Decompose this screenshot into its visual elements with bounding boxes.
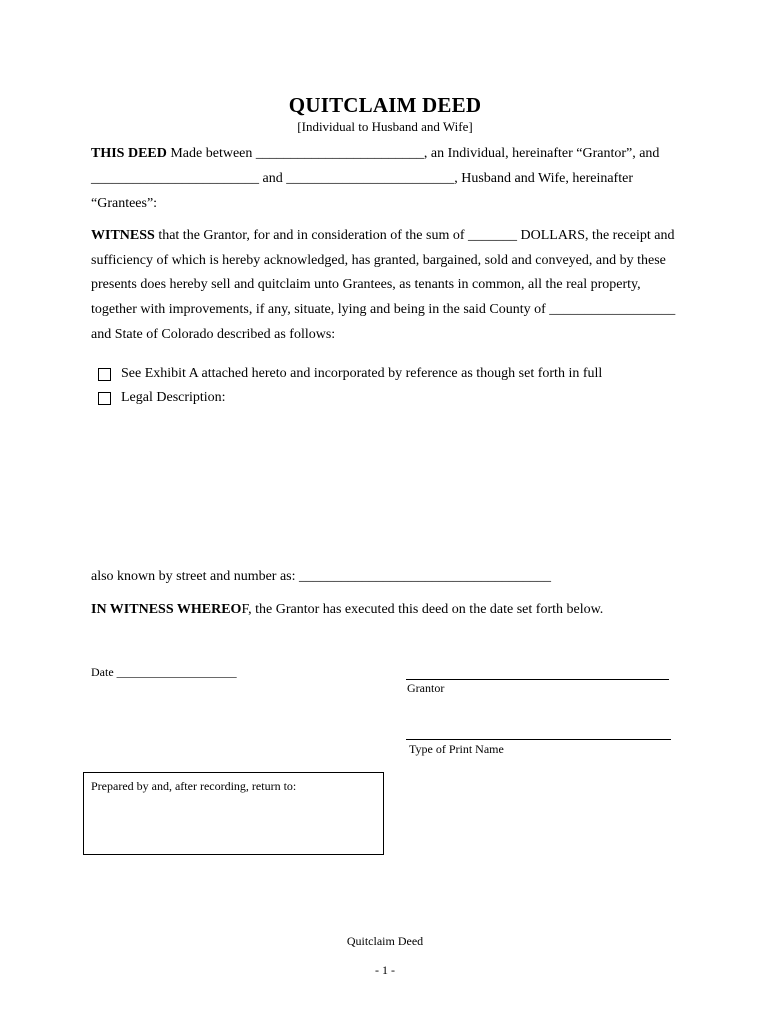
witness-line-1 bbox=[91, 228, 674, 244]
in-witness-text: F, the Grantor has executed this deed on the date set forth below. bbox=[241, 602, 604, 617]
grantor-signature-line bbox=[406, 679, 669, 680]
footer-document-name: Quitclaim Deed bbox=[346, 934, 424, 948]
legal-description-checkbox[interactable] bbox=[98, 392, 111, 405]
street-address-line: also known by street and number as: ____________________________________ bbox=[91, 569, 552, 584]
print-name-line bbox=[406, 739, 671, 740]
prepared-by-box bbox=[83, 772, 384, 855]
deed-line-3: “Grantees”: bbox=[91, 196, 158, 211]
prepared-by-label: Prepared by and, after recording, return to: bbox=[91, 779, 297, 793]
document-title: QUITCLAIM DEED bbox=[288, 93, 482, 117]
document-subtitle: [Individual to Husband and Wife] bbox=[297, 119, 473, 134]
grantor-label: Grantor bbox=[407, 681, 445, 695]
legal-description-label: Legal Description: bbox=[121, 390, 226, 405]
witness-line-5: and State of Colorado described as follows: bbox=[91, 327, 336, 342]
in-witness-lead: IN WITNESS WHEREO bbox=[91, 602, 242, 617]
deed-line-2: ________________________ and ________________________, Husband and Wife, hereinafter bbox=[91, 171, 633, 186]
deed-line-1 bbox=[91, 146, 659, 162]
witness-line-2: sufficiency of which is hereby acknowledged, has granted, bargained, sold and conveyed, and by these bbox=[91, 253, 666, 268]
deed-line-1-text: Made between ________________________, an Individual, hereinafter “Grantor”, and bbox=[166, 146, 660, 161]
date-field-label: Date ____________________ bbox=[91, 665, 237, 679]
witness-line-3: presents does hereby sell and quitclaim unto Grantees, as tenants in common, all the real property, bbox=[91, 277, 641, 292]
witness-line-4: together with improvements, if any, situate, lying and being in the said County of __________________ bbox=[91, 302, 676, 317]
in-witness-line bbox=[91, 602, 603, 618]
exhibit-a-label: See Exhibit A attached hereto and incorporated by reference as though set forth in full bbox=[121, 366, 603, 381]
print-name-label: Type of Print Name bbox=[409, 742, 504, 756]
witness-line-1-text: that the Grantor, for and in consideration of the sum of _______ DOLLARS, the receipt and bbox=[154, 228, 675, 243]
witness-lead: WITNESS bbox=[91, 228, 155, 243]
exhibit-a-checkbox[interactable] bbox=[98, 368, 111, 381]
deed-lead: THIS DEED bbox=[91, 146, 167, 161]
footer-page-number: - 1 - bbox=[375, 963, 395, 977]
